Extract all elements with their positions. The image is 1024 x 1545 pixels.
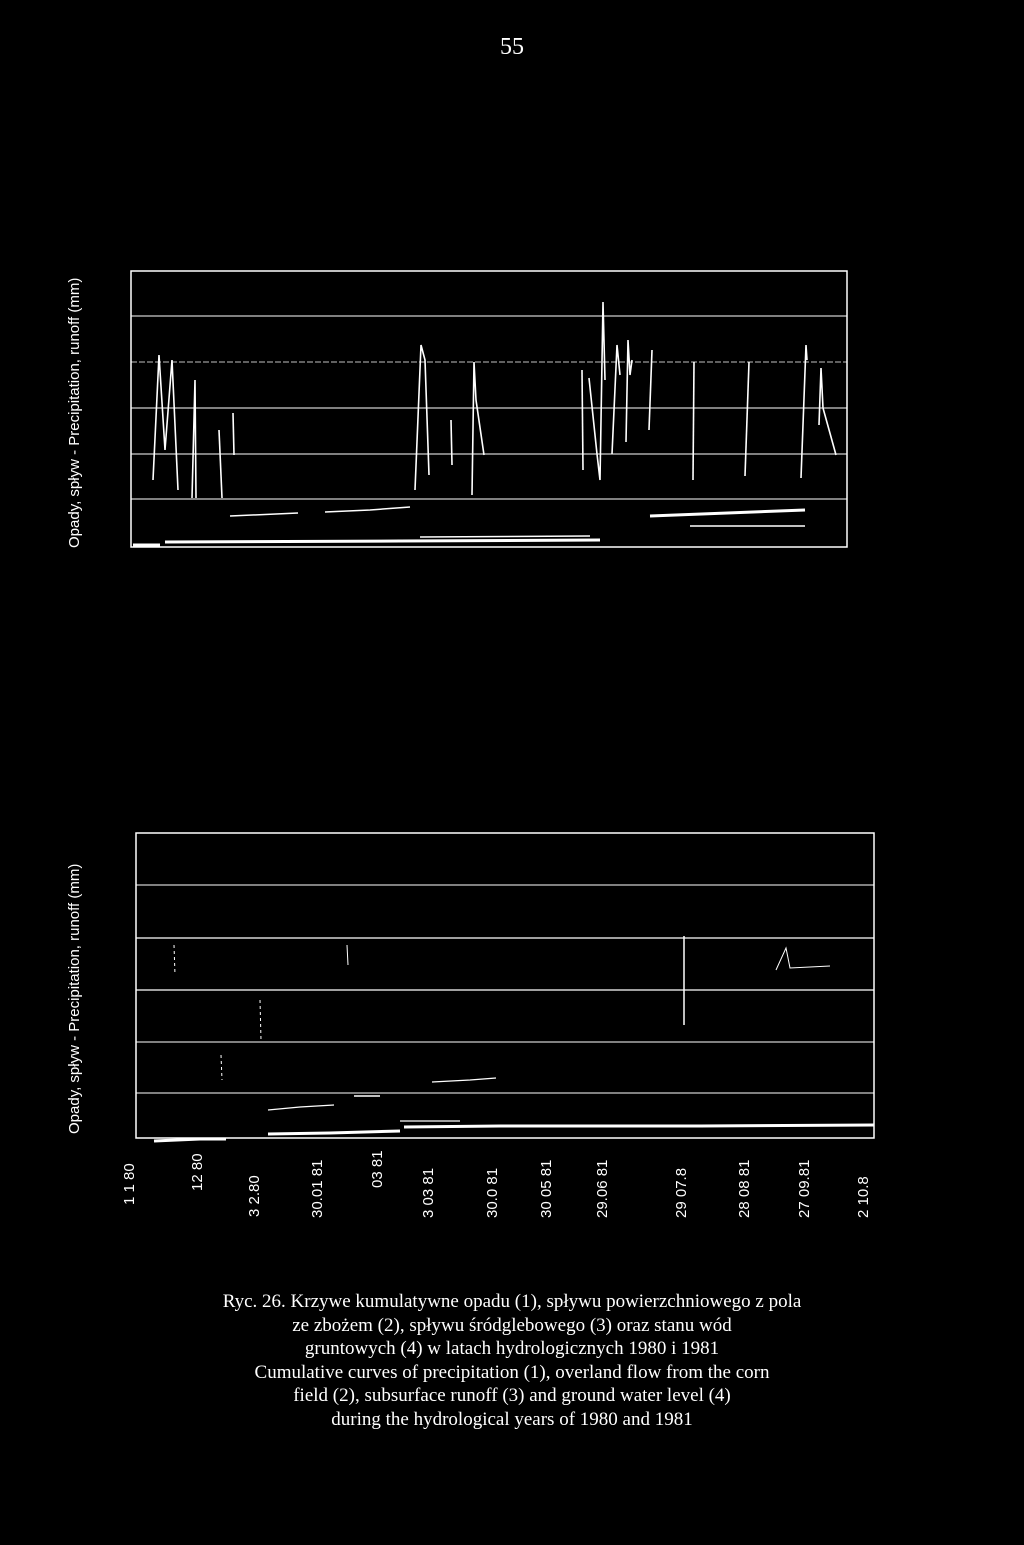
curve-segment <box>260 1000 261 1040</box>
x-tick-label: 30.0 81 <box>484 1167 501 1218</box>
curve-segment <box>404 1125 874 1127</box>
curve-segment <box>268 1131 400 1134</box>
x-tick-label: 2 10.8 <box>855 1176 872 1218</box>
x-tick-label: 1 1 80 <box>121 1163 138 1205</box>
chart-bottom-border <box>136 833 874 1138</box>
curve-segment <box>776 948 830 970</box>
x-tick-label: 28 08 81 <box>736 1159 753 1218</box>
y-axis-label-top: Opady, spływ - Precipitation, runoff (mm) <box>66 277 83 548</box>
series-runoff-bottom <box>268 1078 496 1110</box>
caption-line: ze zbożem (2), spływu śródglebowego (3) oraz stanu wód <box>292 1314 732 1336</box>
x-tick-label: 3 03 81 <box>420 1167 437 1218</box>
chart-bottom-frame <box>136 833 874 1138</box>
x-tick-label: 29.06 81 <box>594 1159 611 1218</box>
curve-segment <box>154 1139 226 1141</box>
page-number: 55 <box>500 34 524 60</box>
caption-line: gruntowych (4) w latach hydrologicznych 1980 i 1981 <box>304 1338 720 1359</box>
caption-line: Ryc. 26. Krzywe kumulatywne opadu (1), spływu powierzchniowego z pola <box>222 1291 802 1312</box>
curve-segment <box>174 945 175 975</box>
x-tick-label: 27 09.81 <box>796 1159 813 1218</box>
x-tick-label: 30 05 81 <box>538 1159 555 1218</box>
figure-caption <box>0 1290 1024 1431</box>
curve-segment <box>268 1105 334 1110</box>
curve-segment <box>432 1078 496 1082</box>
series-precipitation-bottom <box>174 936 830 1080</box>
caption-line: field (2), subsurface runoff (3) and ground water level (4) <box>293 1385 731 1406</box>
curve-segment <box>347 945 348 965</box>
caption-line: during the hydrological years of 1980 and 1981 <box>331 1408 693 1430</box>
x-tick-label: 03 81 <box>369 1150 386 1188</box>
curve-segment <box>221 1055 222 1080</box>
x-tick-label: 30.01 81 <box>309 1159 326 1218</box>
y-axis-label-bottom: Opady, spływ - Precipitation, runoff (mm) <box>66 863 83 1134</box>
caption-line: Cumulative curves of precipitation (1), overland flow from the corn <box>254 1361 770 1383</box>
x-tick-label: 12 80 <box>189 1153 206 1191</box>
x-tick-label: 29 07.8 <box>673 1167 690 1218</box>
x-tick-label: 3 2.80 <box>246 1175 263 1217</box>
